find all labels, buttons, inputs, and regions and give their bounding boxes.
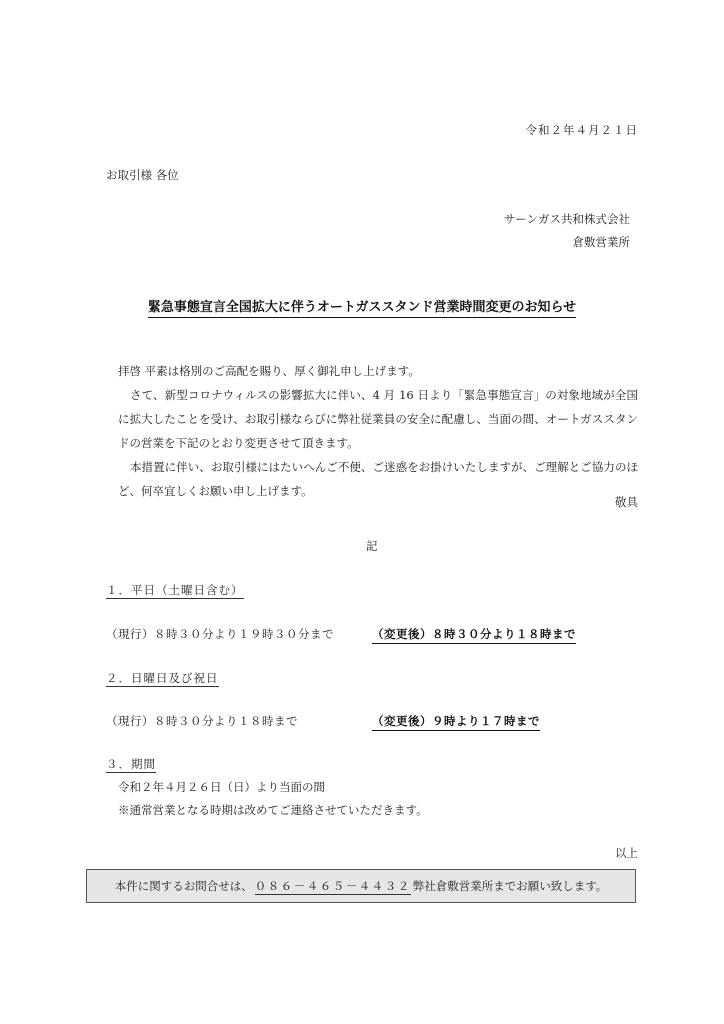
sender-company: サーンガス共和株式会社 — [503, 212, 630, 226]
period-start: 令和２年４月２６日（日）より当面の間 — [118, 780, 325, 794]
section-holiday-heading — [106, 670, 219, 686]
holiday-changed-hours — [372, 713, 540, 729]
holiday-current-hours: （現行）８時３０分より１８時まで — [106, 714, 298, 728]
section-weekday-heading-text: １．平日（土曜日含む） — [106, 583, 244, 597]
ki-marker: 記 — [366, 539, 378, 553]
body-paragraph-notice: さて、新型コロナウィルスの影響拡大に伴い、4 月 16 日より「緊急事態宣言」の対象地域が全国に拡大したことを受け、お取引様ならびに弊社従業員の安全に配慮し、当面の間、オートガススタンドの営業を下記のとおり変更させて頂きます。 — [118, 388, 638, 450]
body-paragraph-greeting: 拝啓 平素は格別のご高配を賜り、厚く御礼申し上げます。 — [118, 364, 420, 378]
contact-box — [86, 869, 636, 903]
contact-prefix: 本件に関するお問合せは、 — [114, 879, 253, 893]
period-note: ※通常営業となる時期は改めてご連絡させていただきます。 — [118, 803, 428, 817]
closing-ijo: 以上 — [615, 846, 638, 860]
section-weekday-heading — [106, 582, 244, 598]
section-holiday-heading-text: ２．日曜日及び祝日 — [106, 671, 219, 685]
weekday-changed-hours — [372, 626, 576, 642]
body-paragraph-apology: 本措置に伴い、お取引様にはたいへんご不便、ご迷惑をお掛けいたしますが、ご理解とご協力のほど、何卒宜しくお願い申し上げます。 — [118, 460, 638, 498]
document-date: 令和２年４月２１日 — [525, 123, 638, 137]
weekday-changed-hours-text: （変更後）８時３０分より１８時まで — [372, 627, 576, 644]
closing-keigu: 敬具 — [615, 495, 638, 509]
sender-block — [504, 208, 630, 254]
contact-suffix: 弊社倉敷営業所までお願い致します。 — [412, 879, 608, 893]
weekday-current-hours: （現行）８時３０分より１９時３０分まで — [106, 627, 334, 641]
holiday-changed-hours-text: （変更後）９時より１７時まで — [372, 714, 540, 731]
document-title — [0, 296, 724, 315]
section-period-heading — [106, 756, 156, 772]
body-text — [118, 359, 638, 503]
contact-phone[interactable]: ０８６－４６５－４４３２ — [254, 878, 411, 893]
section-period-heading-text: ３．期間 — [106, 757, 156, 771]
document-title-text: 緊急事態宣言全国拡大に伴うオートガススタンド営業時間変更のお知らせ — [148, 300, 576, 318]
sender-office: 倉敷営業所 — [572, 235, 630, 249]
addressee: お取引様 各位 — [106, 168, 179, 182]
